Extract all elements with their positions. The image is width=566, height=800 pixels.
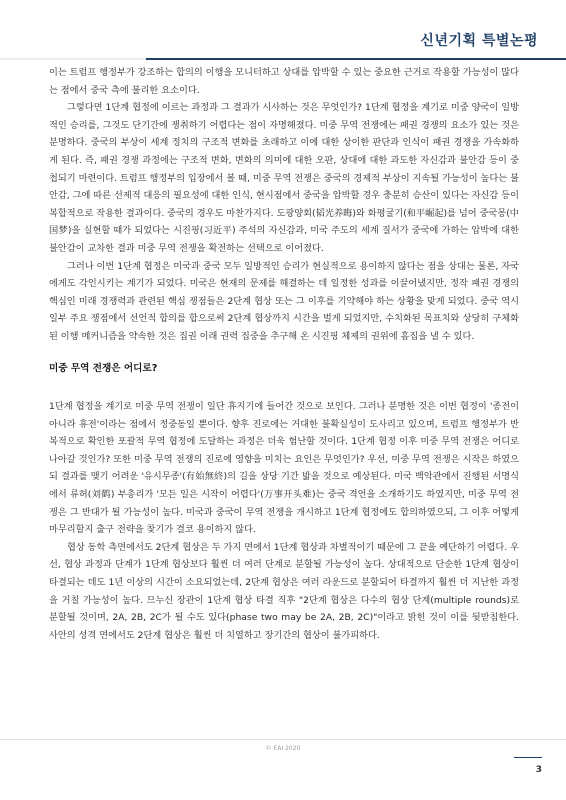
page-number-rule (514, 757, 542, 758)
article-body (49, 64, 519, 644)
section-heading: 미중 무역 전쟁은 어디로? (49, 362, 158, 374)
paragraph-5: 협상 동학 측면에서도 2단계 협상은 두 가지 면에서 1단계 협상과 차별적이기 때문에 그 끝을 예단하기 어렵다. 우선, 협상 과정과 단계가 1단계 협상보다 훨씬 더 여러 단계로 분할될 가능성이 높다. 상대적으로 단순한 1단계 협상이 타결되는 데도 1년 이상의 시간이 소요되었는데, 2단계 협상은 여러 라운드로 분할되어 타결까지 훨씬 더 지난한 과정을 거칠 가능성이 높다. 므누신 장관이 1단계 협상 타결 직후 "2단계 협상은 다수의 협상 단계(multiple rounds)로 분할될 것이며, 2A, 2B, 2C가 될 수도 있다(phase two may be 2A, 2B, 2C)"이라고 밝힌 것이 이를 뒷받침한다. 사안의 성격 면에서도 2단계 협상은 훨씬 더 치열하고 장기간의 협상이 불가피하다. (49, 541, 519, 641)
paragraph-2: 그렇다면 1단계 협정에 이르는 과정과 그 결과가 시사하는 것은 무엇인가? 1단계 협정을 계기로 미중 양국이 일방적인 승리를, 그것도 단기간에 쟁취하기 어렵다는 점이 자명해졌다. 미중 무역 전쟁에는 패권 경쟁의 요소가 있는 것은 분명하다. 중국의 부상이 세계 정치의 구조적 변화를 초래하고 이에 대한 상이한 판단과 인식이 패권 경쟁을 가속화하게 된다. 즉, 패권 경쟁 과정에는 구조적 변화, 변화의 의미에 대한 오판, 상대에 대한 과도한 자신감과 불안감 등이 중첩되기 마련이다. 트럼프 행정부의 입장에서 볼 때, 미중 무역 전쟁은 중국의 경제적 부상이 지속될 가능성이 높다는 불안감, 그에 따른 선제적 대응의 필요성에 대한 인식, 현시점에서 중국을 압박할 경우 충분히 승산이 있다는 자신감 등이 복합적으로 작용한 결과이다. 중국의 경우도 마찬가지다. 도광양회(韬光养晦)와 화평굴기(和平崛起)를 넘어 중국몽(中国梦)을 실현할 때가 되었다는 시진핑(习近平) 주석의 자신감과, 미국 주도의 세계 질서가 중국에 가하는 압박에 대한 불안감이 교차한 결과 미중 무역 전쟁을 확전하는 선택으로 이어졌다. (49, 102, 519, 254)
page-header (0, 0, 566, 60)
paragraph-1: 이는 트럼프 행정부가 강조하는 합의의 이행을 모니터하고 상대를 압박할 수 있는 중요한 근거로 작용할 가능성이 많다는 점에서 중국 측에 불리한 요소이다. (49, 67, 519, 96)
paragraph-4: 1단계 협정을 계기로 미중 무역 전쟁이 일단 휴지기에 들어간 것으로 보인다. 그러나 분명한 것은 이번 협정이 '종전이 아니라 휴전'이라는 점에서 정중동일 뿐이다. 향후 진로에는 거대한 불확실성이 도사리고 있으며, 트럼프 행정부가 반복적으로 확인한 포괄적 무역 협정에 도달하는 과정은 더욱 험난할 것이다. 1단계 협정 이후 미중 무역 전쟁은 어디로 나아갈 것인가? 또한 미중 무역 전쟁의 진로에 영향을 미치는 요인은 무엇인가? 우선, 미중 무역 전쟁은 시작은 하였으되 결과를 맺기 어려운 '유시무종'(有始無終)의 길을 상당 기간 밟을 것으로 예상된다. 미국 백악관에서 진행된 서명식에서 류허(刘鹤) 부총리가 '모든 일은 시작이 어렵다'(万事开头难)는 중국 격언을 소개하기도 하였지만, 미중 무역 전쟁은 그 반대가 될 가능성이 높다. 미국과 중국이 무역 전쟁을 개시하고 1단계 협정에도 합의하였으되, 그 이후 어떻게 마무리할지 출구 전략을 찾기가 결코 용이하지 않다. (49, 401, 519, 536)
footer-copyright: © EAI 2020 (265, 745, 301, 752)
paragraph-3: 그러나 이번 1단계 협정은 미국과 중국 모두 일방적인 승리가 현실적으로 용이하지 않다는 점을 상대는 물론, 자국에게도 각인시키는 계기가 되었다. 미국은 현재의 문제를 해결하는 데 일정한 성과를 이끌어냈지만, 정작 패권 경쟁의 핵심인 미래 경쟁력과 관련된 핵심 쟁점들은 2단계 협상 또는 그 이후를 기약해야 하는 상황을 맞게 되었다. 중국 역시 일부 주요 쟁점에서 선언적 합의를 합으로써 2단계 협상까지 시간을 벌게 되었지만, 수치화된 목표치와 상당히 구체화된 이행 메커니즘을 약속한 것은 집권 이래 권력 집중을 추구해 온 시진핑 체제의 권위에 흠집을 낼 수 있다. (49, 260, 519, 342)
page-number: 3 (535, 765, 542, 775)
footer-divider (0, 739, 566, 740)
header-title: 신년기획 특별논평 (420, 33, 538, 49)
header-divider (0, 58, 566, 60)
